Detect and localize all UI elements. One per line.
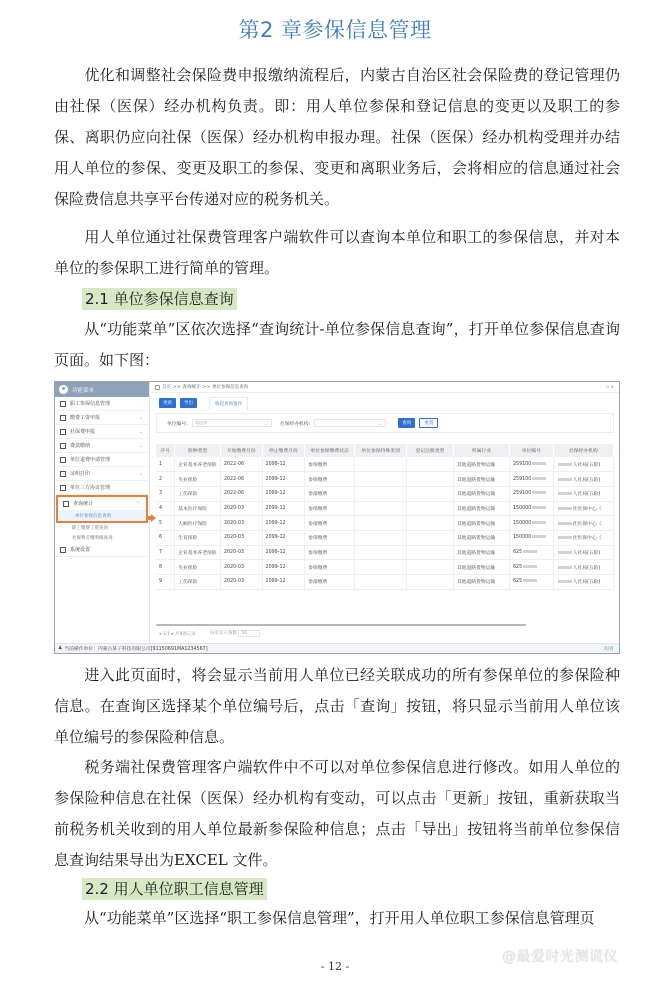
page-number: - 12 - xyxy=(320,960,350,973)
sidebar-header xyxy=(55,382,149,397)
paragraph-update-export xyxy=(54,752,620,876)
table-cell xyxy=(509,530,553,545)
table-cell xyxy=(509,516,553,531)
menu-item-label: 缴费工资申报 xyxy=(70,415,101,421)
table-cell xyxy=(407,530,454,545)
menu-subitem-wage-query[interactable]: 职工缴费工资查询 xyxy=(72,526,108,531)
paragraph-employee-mgmt xyxy=(54,903,620,934)
table-cell xyxy=(509,457,553,472)
redacted-block xyxy=(523,550,537,553)
table-cell xyxy=(355,560,407,575)
table-cell xyxy=(355,501,407,516)
page-size-label: 每页显示条数 xyxy=(209,631,237,636)
breadcrumb-query-stats[interactable]: 查询统计 xyxy=(182,385,201,390)
menu-item-label: 单位三方协议管理 xyxy=(70,485,111,491)
table-row[interactable] xyxy=(156,560,614,575)
table-cell xyxy=(355,545,407,560)
page-size-select[interactable]: 50 xyxy=(238,630,260,637)
paragraph-client-overview xyxy=(54,222,620,284)
redacted-block xyxy=(558,492,572,495)
table-cell: 9 xyxy=(156,575,175,590)
table-cell: 2022-06 xyxy=(220,472,262,487)
table-cell: 2099-12 xyxy=(262,560,305,575)
table-cell: 其他道路货物运输 xyxy=(453,560,509,575)
table-cell xyxy=(407,472,454,487)
table-cell: 2099-12 xyxy=(262,486,305,501)
redacted-block xyxy=(558,536,572,539)
collapse-query-toggle[interactable]: 收起查询条件 xyxy=(209,397,248,410)
paragraph-text: 从“功能菜单”区选择“职工参保信息管理”，打开用人单位职工参保信息管理页 xyxy=(84,909,595,927)
user-icon: ♟ xyxy=(58,646,63,651)
menu-item[interactable] xyxy=(55,411,149,425)
menu-item-settings[interactable] xyxy=(55,543,149,557)
redacted-block xyxy=(532,535,546,538)
chevron-down-icon: ⌄ xyxy=(138,470,143,477)
function-menu-sidebar xyxy=(55,382,150,644)
agency-name: 人社局(五险) xyxy=(572,477,601,483)
table-cell: 工伤保险 xyxy=(175,575,221,590)
paragraph-text: 税务端社保费管理客户端软件中不可以对单位参保信息进行修改。如用人单位的参保险种信息在社保（医保）经办机构有变动，可以点击「更新」按钮，重新获取当前税务机关收到的用人单位最新参保险种信息；点击「导出」按钮将当前单位参保信息查询结果导出为EXCEL 文件。 xyxy=(54,758,620,869)
table-cell xyxy=(509,486,553,501)
table-cell: 参保缴费 xyxy=(305,457,355,472)
table-cell: 其他道路货物运输 xyxy=(453,472,509,487)
table-row[interactable] xyxy=(156,486,614,501)
table-cell xyxy=(553,545,613,560)
table-cell xyxy=(355,486,407,501)
table-row[interactable] xyxy=(156,530,614,545)
column-header: 社保经办机构 xyxy=(553,444,613,457)
table-cell: 其他道路货物运输 xyxy=(453,516,509,531)
table-row[interactable] xyxy=(156,575,614,590)
select-placeholder: 请选择 xyxy=(194,420,208,425)
menu-item[interactable] xyxy=(55,481,149,495)
table-cell xyxy=(509,575,553,590)
pagination xyxy=(159,630,260,637)
unit-number-select[interactable] xyxy=(192,419,272,427)
menu-item[interactable] xyxy=(55,397,149,411)
table-cell: 2099-12 xyxy=(262,575,305,590)
table-cell xyxy=(355,516,407,531)
export-button[interactable]: 导出 xyxy=(180,398,197,408)
doc-icon xyxy=(60,457,66,463)
menu-item-label: 社保费申报 xyxy=(70,429,96,435)
table-cell xyxy=(553,530,613,545)
table-cell xyxy=(355,472,407,487)
close-link[interactable]: 关闭 xyxy=(603,647,613,652)
table-cell xyxy=(407,545,454,560)
query-page xyxy=(151,382,619,644)
column-header: 开始缴费月份 xyxy=(220,444,262,457)
menu-logo-icon xyxy=(59,385,68,394)
current-unit-text: 当前操作单位：内蒙古某子科技有限公司[91150691MA1234567] xyxy=(64,647,208,652)
reset-button[interactable]: 重置 xyxy=(419,418,438,428)
agency-name: 社医保中心（ xyxy=(572,521,602,527)
table-cell xyxy=(553,472,613,487)
table-cell: 其他道路货物运输 xyxy=(453,486,509,501)
column-header: 所属行业 xyxy=(453,444,509,457)
agency-name: 人社局(五险) xyxy=(572,492,601,498)
toolbar xyxy=(151,393,619,413)
table-cell: 其他道路货物运输 xyxy=(453,545,509,560)
table-cell xyxy=(509,501,553,516)
chevron-down-icon: ⌄ xyxy=(264,420,268,426)
menu-item[interactable] xyxy=(55,467,149,481)
table-cell xyxy=(509,472,553,487)
table-cell: 其他道路货物运输 xyxy=(453,501,509,516)
menu-item[interactable] xyxy=(55,425,149,439)
table-cell xyxy=(509,545,553,560)
unit-number: 150000 xyxy=(512,520,532,526)
table-cell: 企业基本养老保险 xyxy=(175,457,221,472)
table-cell: 2020-03 xyxy=(220,560,262,575)
column-header: 单位参保特殊类别 xyxy=(355,444,407,457)
table-cell: 基本医疗保险 xyxy=(175,501,221,516)
window-controls[interactable]: ▫ × xyxy=(605,384,614,390)
table-cell: 参保缴费 xyxy=(305,575,355,590)
table-cell: 2 xyxy=(156,472,175,487)
unit-number-label: 单位编号: xyxy=(167,421,188,427)
redacted-block xyxy=(523,565,537,568)
redacted-block xyxy=(558,507,572,510)
agency-name: 社医保中心（ xyxy=(572,506,602,512)
breadcrumb-home[interactable]: 首页 xyxy=(162,385,171,390)
table-cell xyxy=(509,560,553,575)
table-row[interactable] xyxy=(156,545,614,560)
unit-number: 259100 xyxy=(512,461,532,467)
table-cell: 参保缴费 xyxy=(305,545,355,560)
paragraph-text: 优化和调整社会保险费申报缴纳流程后，内蒙古自治区社会保险费的登记管理仍由社保（医保）经办机构负责。即：用人单位参保和登记信息的变更以及职工的参保、离职仍应向社保（医保）经办机构申报办理。社保（医保）经办机构受理并办结用人单位的参保、变更及职工的参保、变更和离职业务后，会将相应的信息通过社会保险费信息共享平台传递对应的税务机关。 xyxy=(54,66,620,208)
table-cell: 2020-03 xyxy=(220,516,262,531)
table-cell: 2022-06 xyxy=(220,457,262,472)
table-cell: 参保缴费 xyxy=(305,501,355,516)
home-icon[interactable] xyxy=(155,385,160,390)
agency-name: 人社局(五险) xyxy=(572,550,601,556)
table-cell xyxy=(407,457,454,472)
redacted-block xyxy=(532,477,546,480)
column-header: 序号 xyxy=(156,444,175,457)
chevron-down-icon: ⌄ xyxy=(378,420,383,426)
horizontal-scrollbar[interactable] xyxy=(156,624,526,626)
column-header: 停止缴费月份 xyxy=(262,444,305,457)
table-cell: 1 xyxy=(156,457,175,472)
doc-icon xyxy=(60,429,66,435)
breadcrumb-separator: >> xyxy=(173,384,181,390)
table-cell: 2020-03 xyxy=(220,575,262,590)
redacted-block xyxy=(558,551,572,554)
menu-item-label: 证明打印 xyxy=(70,471,91,477)
table-row[interactable] xyxy=(156,516,614,531)
table-cell: 参保缴费 xyxy=(305,472,355,487)
table-cell xyxy=(553,560,613,575)
column-header: 单位参保缴费状态 xyxy=(305,444,355,457)
table-cell: 企业基本养老保险 xyxy=(175,545,221,560)
table-cell: 其他道路货物运输 xyxy=(453,530,509,545)
unit-number: 150000 xyxy=(512,535,532,541)
table-cell xyxy=(553,486,613,501)
table-cell: 2099-12 xyxy=(262,545,305,560)
redacted-block xyxy=(532,506,546,509)
table-cell: 失业保险 xyxy=(175,560,221,575)
menu-item-label: 系统设置 xyxy=(70,547,91,553)
pager-info[interactable]: ◂ 1/1 ▸ 共9条记录 xyxy=(159,631,196,637)
table-cell: 其他道路货物运输 xyxy=(453,457,509,472)
paragraph-query-behavior xyxy=(54,660,620,753)
table-cell: 工伤保险 xyxy=(175,486,221,501)
table-cell xyxy=(355,530,407,545)
table-cell xyxy=(407,516,454,531)
unit-number: 259100 xyxy=(512,476,532,482)
table-cell xyxy=(355,575,407,590)
chart-icon xyxy=(63,501,69,507)
agency-name: 社医保中心（ xyxy=(572,536,602,542)
table-cell xyxy=(407,560,454,575)
table-cell: 4 xyxy=(156,501,175,516)
agency-name: 人社局(五险) xyxy=(572,565,601,571)
print-icon xyxy=(60,471,66,477)
table-cell: 参保缴费 xyxy=(305,530,355,545)
table-cell: 参保缴费 xyxy=(305,560,355,575)
table-cell: 失业保险 xyxy=(175,472,221,487)
menu-item-query-stats[interactable] xyxy=(58,497,146,511)
table-cell xyxy=(407,501,454,516)
unit-number: 625 xyxy=(512,564,523,570)
embedded-screenshot xyxy=(54,381,620,654)
unit-number: 259100 xyxy=(512,491,532,497)
table-cell xyxy=(553,575,613,590)
table-cell: 2099-12 xyxy=(262,472,305,487)
redacted-block xyxy=(558,463,572,466)
unit-number: 150000 xyxy=(512,505,532,511)
table-cell: 2022-06 xyxy=(220,486,262,501)
column-header: 登记注册类型 xyxy=(407,444,454,457)
table-cell xyxy=(407,575,454,590)
redacted-block xyxy=(558,522,572,525)
breadcrumb xyxy=(151,382,619,393)
agency-name: 人社局(五险) xyxy=(572,580,601,586)
table-cell: 6 xyxy=(156,530,175,545)
results-table xyxy=(156,444,614,590)
menu-item-label: 费款缴纳 xyxy=(70,443,91,449)
unit-number: 625 xyxy=(512,549,523,555)
table-cell: 参保缴费 xyxy=(305,516,355,531)
redacted-block xyxy=(558,566,572,569)
agency-name: 人社局(五险) xyxy=(572,462,601,468)
menu-item-label: 单位退费申请管理 xyxy=(70,457,111,463)
menu-item[interactable] xyxy=(55,453,149,467)
menu-item-label: 职工参保信息管理 xyxy=(70,401,111,407)
redacted-block xyxy=(558,580,572,583)
chevron-up-icon: ⌃ xyxy=(135,500,140,507)
table-cell xyxy=(553,501,613,516)
menu-item-label: 查询统计 xyxy=(73,501,94,507)
table-cell: 其他道路货物运输 xyxy=(453,575,509,590)
table-cell xyxy=(355,457,407,472)
agreement-icon xyxy=(60,485,66,491)
table-row[interactable] xyxy=(156,472,614,487)
search-button[interactable]: 查询 xyxy=(398,418,415,428)
paragraph-open-query xyxy=(54,314,620,376)
table-cell: 8 xyxy=(156,560,175,575)
watermark: @最爱时光测谎仪 xyxy=(502,949,618,965)
settings-icon xyxy=(60,547,66,553)
agency-label: 社保经办机构: xyxy=(279,421,311,427)
menu-subitem-fee-detail-query[interactable]: 社保费应缴明细查询 xyxy=(72,536,113,541)
status-bar xyxy=(55,643,619,653)
redacted-block xyxy=(532,491,546,494)
menu-subitem-unit-insurance-query[interactable]: 单位参保信息查询 xyxy=(58,511,146,521)
table-cell: 参保缴费 xyxy=(305,486,355,501)
table-row[interactable] xyxy=(156,501,614,516)
table-cell: 2099-12 xyxy=(262,457,305,472)
column-header: 单位编号 xyxy=(509,444,553,457)
table-cell: 2020-03 xyxy=(220,545,262,560)
table-cell: 2099-12 xyxy=(262,530,305,545)
chapter-title: 第2 章参保信息管理 xyxy=(238,18,432,42)
table-row[interactable] xyxy=(156,457,614,472)
table-cell: 生育保险 xyxy=(175,530,221,545)
column-header: 险种类型 xyxy=(175,444,221,457)
breadcrumb-current: 单位参保信息查询 xyxy=(212,385,249,390)
update-button[interactable]: 更新 xyxy=(159,398,176,408)
unit-number: 625 xyxy=(512,579,523,585)
table-cell xyxy=(553,516,613,531)
table-cell: 3 xyxy=(156,486,175,501)
table-cell: 5 xyxy=(156,516,175,531)
check-doc-icon xyxy=(60,415,66,421)
menu-group-query-stats xyxy=(56,495,148,523)
table-cell: 大额医疗保险 xyxy=(175,516,221,531)
chevron-down-icon: ⌄ xyxy=(138,428,143,435)
query-bar xyxy=(156,413,614,433)
form-icon xyxy=(60,401,66,407)
paragraph-text: 用人单位通过社保费管理客户端软件可以查询本单位和职工的参保信息，并对本单位的参保职工进行简单的管理。 xyxy=(54,228,620,277)
table-cell: 2099-12 xyxy=(262,516,305,531)
section-heading-2-1: 2.1 单位参保信息查询 xyxy=(82,288,237,310)
paragraph-intro xyxy=(54,60,620,215)
sidebar-title: 功能菜单 xyxy=(72,387,95,394)
table-cell xyxy=(407,486,454,501)
agency-select[interactable] xyxy=(314,419,386,427)
chevron-down-icon: ⌄ xyxy=(138,414,143,421)
table-cell: 2020-03 xyxy=(220,501,262,516)
redacted-block xyxy=(523,579,537,582)
calendar-icon xyxy=(60,443,66,449)
table-cell xyxy=(553,457,613,472)
table-cell: 2020-03 xyxy=(220,530,262,545)
redacted-block xyxy=(532,521,546,524)
section-heading-2-2: 2.2 用人单位职工信息管理 xyxy=(82,878,267,900)
paragraph-text: 从“功能菜单”区依次选择“查询统计-单位参保信息查询”，打开单位参保信息查询页面。如下图： xyxy=(54,320,620,369)
redacted-block xyxy=(558,478,572,481)
breadcrumb-separator: >> xyxy=(202,384,211,390)
menu-item[interactable] xyxy=(55,439,149,453)
table-cell: 2099-12 xyxy=(262,501,305,516)
redacted-block xyxy=(532,462,546,465)
paragraph-text: 进入此页面时，将会显示当前用人单位已经关联成功的所有参保单位的参保险种信息。在查询区选择某个单位编号后，点击「查询」按钮，将只显示当前用人单位该单位编号的参保险种信息。 xyxy=(54,666,620,746)
table-cell: 7 xyxy=(156,545,175,560)
chevron-down-icon: ⌄ xyxy=(138,442,143,449)
